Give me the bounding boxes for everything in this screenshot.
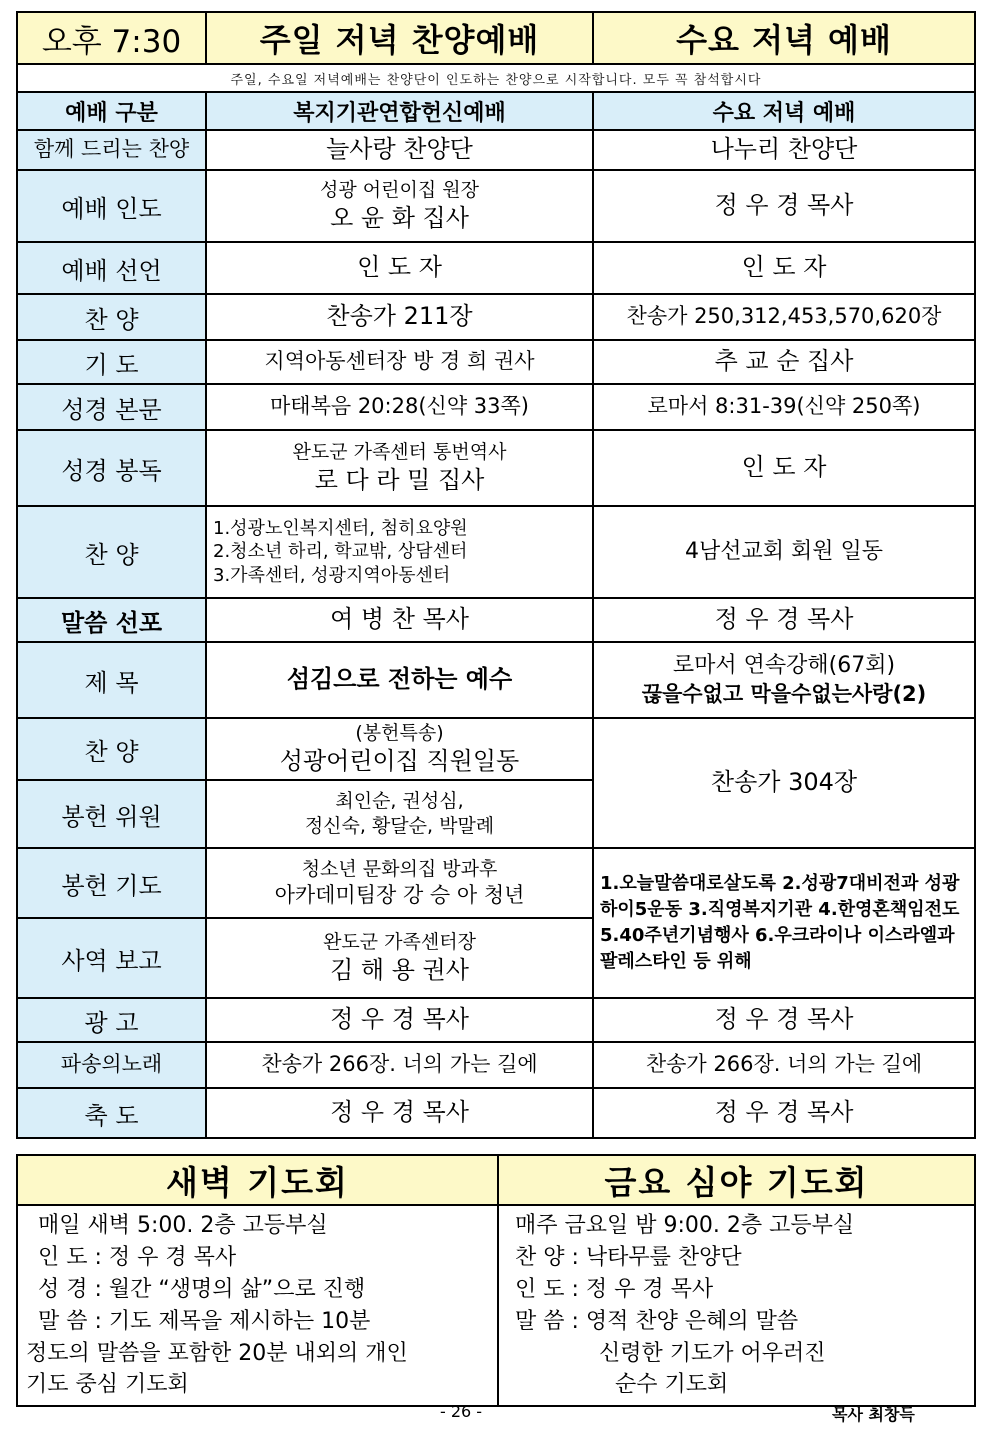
row-reading xyxy=(17,430,975,506)
row-label: 성경 본문 xyxy=(17,384,206,430)
wednesday-cell: 인 도 자 xyxy=(593,430,975,506)
row-sermon xyxy=(17,598,975,642)
dawn-line: 매일 새벽 5:00. 2층 고등부실 xyxy=(38,1213,328,1238)
wednesday-cell: 정 우 경 목사 xyxy=(593,170,975,242)
choir-line: 3.가족센터, 성광지역아동센터 xyxy=(213,564,451,586)
row-label: 봉헌 위원 xyxy=(17,780,206,848)
worship-order-table xyxy=(16,11,976,1139)
row-announcements xyxy=(17,998,975,1042)
dawn-prayer-title: 새벽 기도회 xyxy=(17,1155,498,1205)
wednesday-line: 로마서 연속강해(67회) xyxy=(672,653,896,679)
friday-prayer-details xyxy=(498,1205,975,1406)
wednesday-service-title: 수요 저녁 예배 xyxy=(593,12,975,64)
choir-line: 1.성광노인복지센터, 첨히요양원 xyxy=(213,517,468,539)
row-hymn-1 xyxy=(17,294,975,340)
wednesday-cell: 인 도 자 xyxy=(593,242,975,294)
row-scripture xyxy=(17,384,975,430)
sunday-cell: 지역아동센터장 방 경 희 권사 xyxy=(206,340,593,384)
sunday-cell xyxy=(206,718,593,780)
row-label: 축 도 xyxy=(17,1088,206,1138)
friday-line: 찬 양 : 낙타무릎 찬양단 xyxy=(515,1244,742,1270)
choir-line: 2.청소년 하리, 학교밖, 상담센터 xyxy=(213,541,468,563)
sunday-line: 완도군 가족센터 통번역사 xyxy=(292,441,507,464)
wednesday-cell: 로마서 8:31-39(신약 250쪽) xyxy=(593,384,975,430)
row-declaration xyxy=(17,242,975,294)
row-label: 파송의노래 xyxy=(17,1042,206,1088)
row-benediction xyxy=(17,1088,975,1138)
friday-line: 말 씀 : 영적 찬양 은혜의 말씀 xyxy=(515,1308,799,1334)
row-offering-prayer xyxy=(17,848,975,918)
sermon-title-sunday: 섬김으로 전하는 예수 xyxy=(206,642,593,718)
sermon-title-wednesday xyxy=(593,642,975,718)
wednesday-cell: 정 우 경 목사 xyxy=(593,598,975,642)
sunday-cell xyxy=(206,170,593,242)
row-label: 함께 드리는 찬양 xyxy=(17,130,206,170)
row-hymn-3 xyxy=(17,718,975,780)
sunday-cell xyxy=(206,918,593,998)
page-number: - 26 - xyxy=(440,1402,483,1421)
friday-line: 순수 기도회 xyxy=(615,1372,729,1398)
sunday-cell: 정 우 경 목사 xyxy=(206,998,593,1042)
sunday-cell xyxy=(206,848,593,918)
sunday-line: 정신숙, 황달순, 박말례 xyxy=(304,815,495,837)
dawn-line: 성 경 : 월간 “생명의 삶”으로 진행 xyxy=(38,1276,366,1302)
sunday-line: 최인순, 권성심, xyxy=(335,790,464,813)
author-credit: 목사 최창득 xyxy=(832,1405,915,1424)
sunday-cell: 인 도 자 xyxy=(206,242,593,294)
dawn-line: 기도 중심 기도회 xyxy=(26,1372,189,1398)
dawn-line: 말 씀 : 기도 제목을 제시하는 10분 xyxy=(38,1308,371,1334)
sunday-line: 성광 어린이집 원장 xyxy=(320,179,479,202)
wednesday-cell: 찬송가 250,312,453,570,620장 xyxy=(593,294,975,340)
sunday-line: 완도군 가족센터장 xyxy=(323,931,476,954)
sunday-line: 청소년 문화의집 방과후 xyxy=(301,858,498,880)
row-title xyxy=(17,642,975,718)
prayer-requests: 1.오늘말씀대로살도록 2.성광7대비전과 성광하이5운동 3.직영복지기관 4.한영혼책임전도 5.40주년기념행사 6.우크라이나 이스라엘과 팔레스타인 등 위해 xyxy=(593,848,975,998)
column-header-sunday: 복지기관연합헌신예배 xyxy=(206,92,593,130)
row-label: 사역 보고 xyxy=(17,918,206,998)
column-header-label: 예배 구분 xyxy=(17,92,206,130)
sunday-cell: 여 병 찬 목사 xyxy=(206,598,593,642)
attendance-notice: 주일, 수요일 저녁예배는 찬양단이 인도하는 찬양으로 시작합니다. 모두 꼭 참석합시다 xyxy=(17,64,975,92)
row-label: 기 도 xyxy=(17,340,206,384)
sunday-cell: 마태복음 20:28(신약 33쪽) xyxy=(206,384,593,430)
row-label: 찬 양 xyxy=(17,718,206,780)
row-prayer xyxy=(17,340,975,384)
row-praise-team xyxy=(17,130,975,170)
dawn-line: 정도의 말씀을 포함한 20분 내외의 개인 xyxy=(26,1340,408,1366)
sunday-cell: 정 우 경 목사 xyxy=(206,1088,593,1138)
sunday-line: 오 윤 화 집사 xyxy=(330,203,469,232)
dawn-line: 인 도 : 정 우 경 목사 xyxy=(38,1244,237,1270)
sunday-cell: 찬송가 266장. 너의 가는 길에 xyxy=(206,1042,593,1088)
friday-line: 매주 금요일 밤 9:00. 2층 고등부실 xyxy=(515,1213,855,1238)
sunday-cell: 찬송가 211장 xyxy=(206,294,593,340)
sunday-line: 아카데미팀장 강 승 아 청년 xyxy=(274,882,525,907)
row-label: 제 목 xyxy=(17,642,206,718)
sunday-cell xyxy=(206,780,593,848)
friday-prayer-title: 금요 심야 기도회 xyxy=(498,1155,975,1205)
friday-line: 인 도 : 정 우 경 목사 xyxy=(515,1276,714,1302)
row-label: 예배 인도 xyxy=(17,170,206,242)
row-label: 찬 양 xyxy=(17,506,206,598)
row-label: 예배 선언 xyxy=(17,242,206,294)
friday-line: 신령한 기도가 어우러진 xyxy=(599,1340,826,1366)
sunday-line: (봉헌특송) xyxy=(355,722,444,745)
row-label: 말씀 선포 xyxy=(17,598,206,642)
wednesday-cell: 4남선교회 회원 일동 xyxy=(593,506,975,598)
row-label: 봉헌 기도 xyxy=(17,848,206,918)
column-header-wednesday: 수요 저녁 예배 xyxy=(593,92,975,130)
wednesday-cell: 나누리 찬양단 xyxy=(593,130,975,170)
row-closing-song xyxy=(17,1042,975,1088)
row-leader xyxy=(17,170,975,242)
sunday-cell xyxy=(206,506,593,598)
service-time: 오후 7:30 xyxy=(17,12,206,64)
sunday-service-title: 주일 저녁 찬양예배 xyxy=(206,12,593,64)
dawn-prayer-details xyxy=(17,1205,498,1406)
sunday-cell: 늘사랑 찬양단 xyxy=(206,130,593,170)
wednesday-cell: 찬송가 304장 xyxy=(593,718,975,848)
row-hymn-2 xyxy=(17,506,975,598)
wednesday-line: 끊을수없고 막을수없는사랑(2) xyxy=(641,681,927,706)
wednesday-cell: 정 우 경 목사 xyxy=(593,998,975,1042)
wednesday-cell: 정 우 경 목사 xyxy=(593,1088,975,1138)
sunday-line: 성광어린이집 직원일동 xyxy=(279,746,520,775)
sunday-line: 김 해 용 권사 xyxy=(330,955,469,984)
sunday-line: 로 다 라 밀 집사 xyxy=(314,465,485,494)
sunday-cell xyxy=(206,430,593,506)
row-label: 광 고 xyxy=(17,998,206,1042)
wednesday-cell: 찬송가 266장. 너의 가는 길에 xyxy=(593,1042,975,1088)
row-label: 찬 양 xyxy=(17,294,206,340)
prayer-meetings-table xyxy=(16,1154,976,1407)
wednesday-cell: 추 교 순 집사 xyxy=(593,340,975,384)
row-label: 성경 봉독 xyxy=(17,430,206,506)
